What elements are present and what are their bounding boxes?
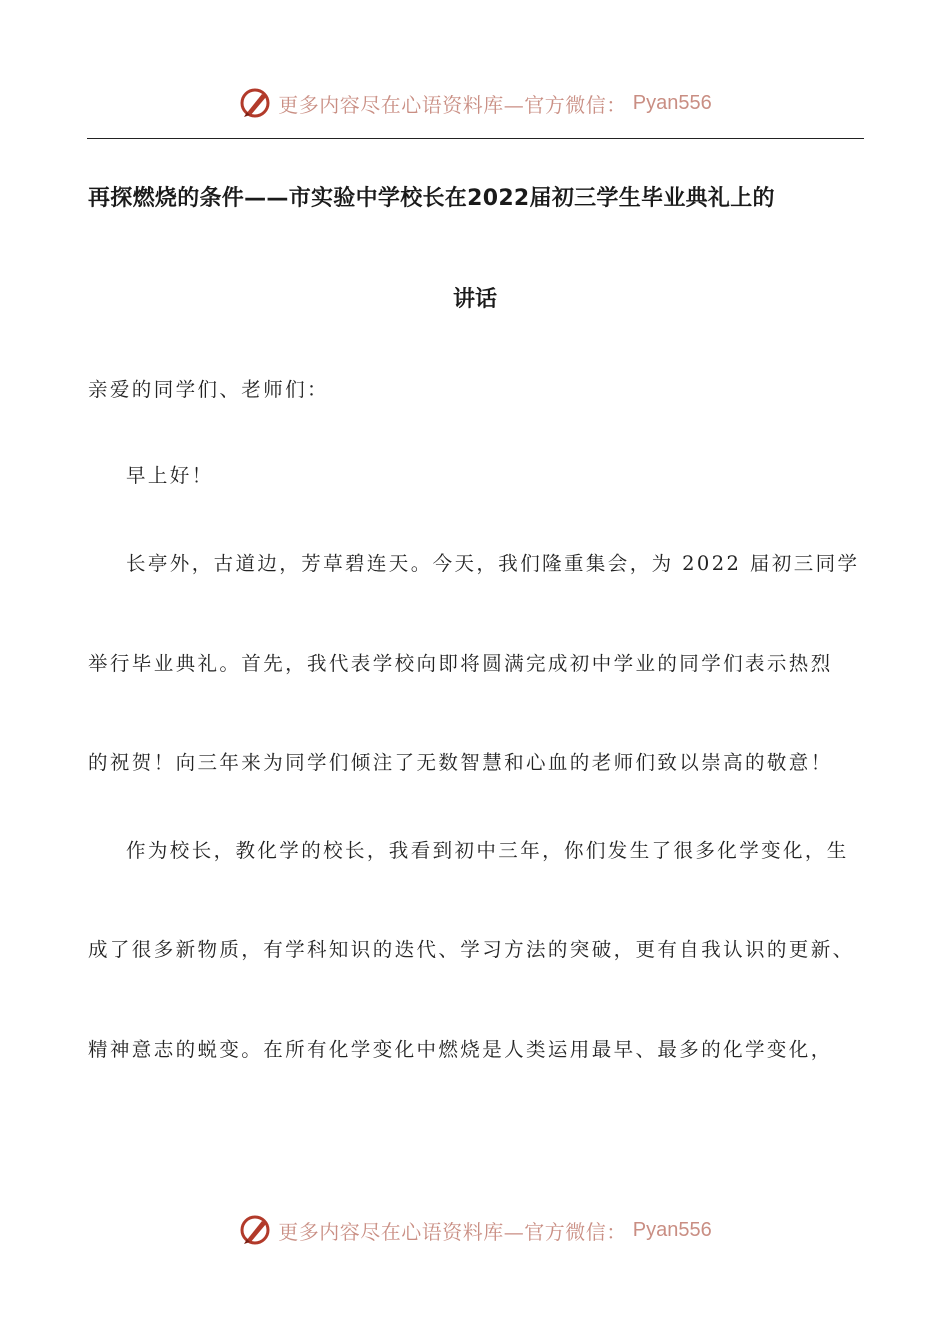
paragraph2-line1: 作为校长，教化学的校长，我看到初中三年，你们发生了很多化学变化，生 (126, 839, 849, 862)
header-divider (87, 138, 864, 139)
salutation: 亲爱的同学们、老师们： (88, 378, 329, 401)
header-watermark (0, 83, 950, 123)
watermark-account: Pyan556 (632, 91, 712, 114)
document-title-line1: 再探燃烧的条件——市实验中学校长在2022届初三学生毕业典礼上的 (88, 186, 775, 211)
paragraph1-line2: 举行毕业典礼。首先，我代表学校向即将圆满完成初中学业的同学们表示热烈 (88, 652, 833, 675)
footer-watermark (0, 1210, 950, 1250)
paragraph2-line3: 精神意志的蜕变。在所有化学变化中燃烧是人类运用最早、最多的化学变化， (88, 1038, 833, 1061)
paragraph2-line2: 成了很多新物质，有学科知识的迭代、学习方法的突破，更有自我认识的更新、 (88, 938, 855, 961)
pen-logo-icon (238, 86, 272, 120)
paragraph1-line3: 的祝贺！向三年来为同学们倾注了无数智慧和心血的老师们致以崇高的敬意！ (88, 751, 833, 774)
pen-logo-icon (238, 1213, 272, 1247)
document-title-line2: 讲话 (452, 287, 497, 312)
greeting: 早上好！ (126, 464, 214, 487)
paragraph1-line1: 长亭外，古道边，芳草碧连天。今天，我们隆重集会，为 2022 届初三同学 (126, 552, 860, 575)
watermark-text: 更多内容尽在心语资料库—官方微信： (278, 1219, 627, 1244)
watermark-account: Pyan556 (632, 1218, 712, 1241)
watermark-text: 更多内容尽在心语资料库—官方微信： (278, 92, 627, 117)
